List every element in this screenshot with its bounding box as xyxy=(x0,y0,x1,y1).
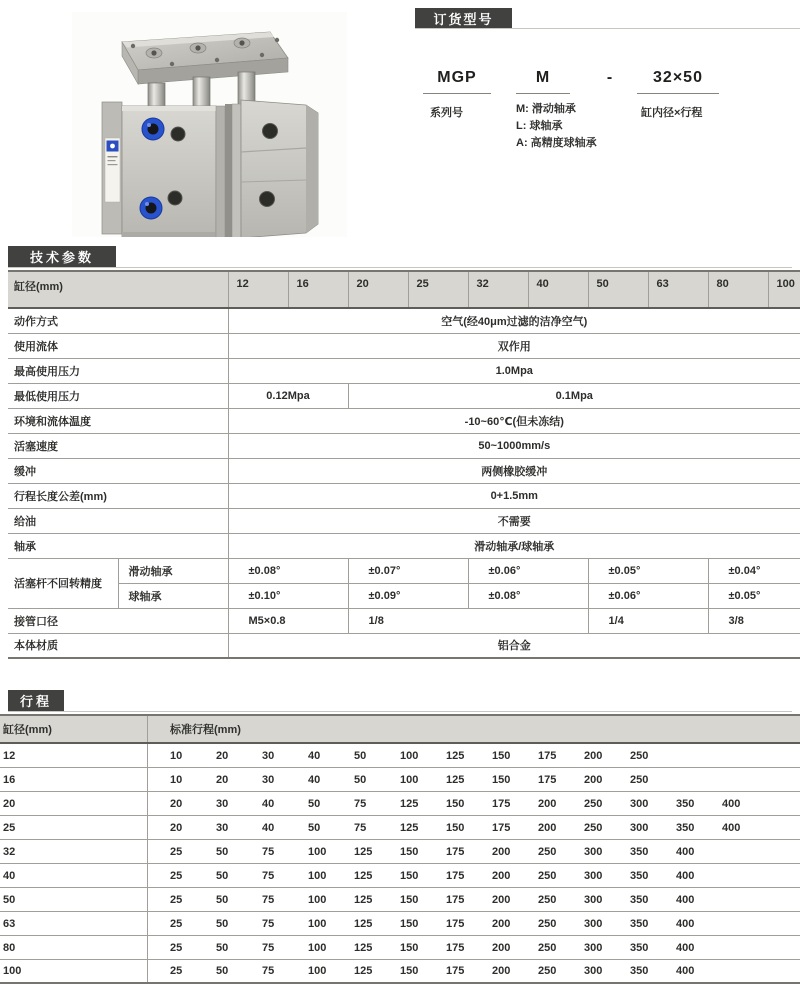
stroke-value: 250 xyxy=(538,893,557,906)
stroke-value: 125 xyxy=(354,893,373,906)
stroke-value: 50 xyxy=(216,965,229,977)
stroke-row xyxy=(0,912,800,936)
divider xyxy=(8,711,792,712)
stroke-value: 25 xyxy=(170,893,183,906)
stroke-row-values xyxy=(148,870,800,882)
tech-cell: 3/8 xyxy=(708,608,800,633)
stroke-row xyxy=(0,888,800,912)
stroke-value: 75 xyxy=(262,845,275,858)
bearing-option: A: 高精度球轴承 xyxy=(516,137,597,149)
tech-cell: 双作用 xyxy=(497,340,531,353)
stroke-value: 175 xyxy=(538,749,557,762)
tech-section-banner: 技术参数 xyxy=(8,246,116,267)
tech-row-label: 活塞杆不回转精度 xyxy=(8,558,118,608)
tech-row-label: 最高使用压力 xyxy=(8,358,228,383)
tech-row-label: 环境和流体温度 xyxy=(8,408,228,433)
stroke-value: 400 xyxy=(676,965,695,977)
stroke-value: 100 xyxy=(308,941,327,954)
stroke-table xyxy=(0,714,800,984)
tech-row xyxy=(8,633,800,658)
stroke-header-row xyxy=(0,714,800,744)
stroke-value: 150 xyxy=(492,749,511,762)
tech-cell: ±0.06° xyxy=(468,558,588,583)
tech-row-label: 最低使用压力 xyxy=(8,383,228,408)
stroke-value: 40 xyxy=(308,749,321,762)
stroke-value: 125 xyxy=(354,965,373,977)
stroke-value: 40 xyxy=(262,797,275,810)
stroke-value: 200 xyxy=(584,749,603,762)
stroke-value: 175 xyxy=(446,941,465,954)
divider xyxy=(415,28,800,29)
stroke-row-bore: 63 xyxy=(0,912,148,935)
stroke-value: 250 xyxy=(584,821,603,834)
stroke-value: 400 xyxy=(676,893,695,906)
tech-header-row xyxy=(8,271,800,308)
stroke-value: 125 xyxy=(400,797,419,810)
tech-row-label: 轴承 xyxy=(8,533,228,558)
tech-header-bore: 63 xyxy=(648,271,708,308)
tech-cell: 0.12Mpa xyxy=(266,389,310,402)
stroke-value: 50 xyxy=(354,773,367,786)
stroke-row-bore: 20 xyxy=(0,792,148,815)
stroke-value: 350 xyxy=(630,893,649,906)
stroke-value: 200 xyxy=(584,773,603,786)
tech-row xyxy=(8,333,800,358)
stroke-value: 400 xyxy=(676,917,695,930)
mounting-hole xyxy=(263,124,278,139)
stroke-value: 150 xyxy=(446,821,465,834)
stroke-value: 200 xyxy=(538,821,557,834)
stroke-header-bore-label: 缸径(mm) xyxy=(0,716,148,742)
stroke-row xyxy=(0,816,800,840)
stroke-value: 125 xyxy=(354,845,373,858)
stroke-value: 200 xyxy=(492,965,511,977)
stroke-value: 25 xyxy=(170,965,183,977)
stroke-value: 25 xyxy=(170,845,183,858)
stroke-value: 50 xyxy=(216,893,229,906)
stroke-value: 400 xyxy=(676,845,695,858)
stroke-row-values xyxy=(148,894,800,906)
series-annotation: 系列号 xyxy=(430,107,463,119)
stroke-value: 50 xyxy=(308,797,321,810)
stroke-value: 350 xyxy=(630,965,649,977)
stroke-value: 250 xyxy=(630,773,649,786)
stroke-value: 250 xyxy=(538,869,557,882)
stroke-value: 10 xyxy=(170,773,183,786)
stroke-value: 75 xyxy=(262,893,275,906)
tech-row-label: 缓冲 xyxy=(8,458,228,483)
stroke-value: 125 xyxy=(354,941,373,954)
stroke-value: 75 xyxy=(262,869,275,882)
stroke-value: 175 xyxy=(446,869,465,882)
tech-row-label: 动作方式 xyxy=(8,308,228,333)
stroke-value: 150 xyxy=(492,773,511,786)
tech-cell: 空气(经40μm过滤的洁净空气) xyxy=(441,315,588,328)
stroke-value: 175 xyxy=(446,917,465,930)
stroke-value: 40 xyxy=(308,773,321,786)
stroke-value: 200 xyxy=(492,893,511,906)
stroke-row xyxy=(0,840,800,864)
bearing-option: L: 球轴承 xyxy=(516,120,563,132)
tech-header-bore: 40 xyxy=(528,271,588,308)
air-fitting-top xyxy=(142,118,164,140)
stroke-value: 25 xyxy=(170,941,183,954)
tech-cell: 铝合金 xyxy=(497,640,531,653)
stroke-value: 20 xyxy=(170,797,183,810)
order-code-bore-stroke: 32×50 xyxy=(637,62,719,94)
stroke-row-values xyxy=(148,965,800,977)
stroke-value: 100 xyxy=(308,965,327,977)
stroke-value: 50 xyxy=(216,917,229,930)
tech-cell: ±0.05° xyxy=(708,583,800,608)
stroke-value: 300 xyxy=(584,869,603,882)
stroke-row-bore: 80 xyxy=(0,936,148,959)
stroke-value: 350 xyxy=(676,821,695,834)
stroke-value: 150 xyxy=(400,965,419,977)
stroke-row-bore: 12 xyxy=(0,744,148,767)
tech-header-bore: 80 xyxy=(708,271,768,308)
stroke-value: 50 xyxy=(354,749,367,762)
stroke-value: 30 xyxy=(262,773,275,786)
mounting-hole xyxy=(168,191,182,205)
tech-cell: ±0.07° xyxy=(348,558,468,583)
stroke-value: 75 xyxy=(354,797,367,810)
stroke-value: 350 xyxy=(630,941,649,954)
stroke-value: 300 xyxy=(584,917,603,930)
stroke-value: 50 xyxy=(216,941,229,954)
stroke-value: 175 xyxy=(446,893,465,906)
stroke-value: 175 xyxy=(492,797,511,810)
stroke-value: 150 xyxy=(400,941,419,954)
stroke-value: 300 xyxy=(584,965,603,977)
stroke-row-bore: 40 xyxy=(0,864,148,887)
stroke-row xyxy=(0,936,800,960)
stroke-value: 175 xyxy=(538,773,557,786)
mounting-hole xyxy=(171,127,185,141)
tech-cell: ±0.06° xyxy=(588,583,708,608)
tech-row xyxy=(8,483,800,508)
tech-header-bore: 20 xyxy=(348,271,408,308)
stroke-value: 100 xyxy=(308,917,327,930)
tech-cell: ±0.09° xyxy=(348,583,468,608)
tech-row xyxy=(8,458,800,483)
tech-row-sublabel: 滑动轴承 xyxy=(118,558,228,583)
stroke-value: 300 xyxy=(630,797,649,810)
stroke-value: 300 xyxy=(630,821,649,834)
bearing-option: M: 滑动轴承 xyxy=(516,103,576,115)
tech-row xyxy=(8,608,800,633)
stroke-value: 175 xyxy=(446,845,465,858)
tech-cell: ±0.05° xyxy=(588,558,708,583)
stroke-value: 40 xyxy=(262,821,275,834)
tech-cell: M5×0.8 xyxy=(248,614,286,627)
stroke-value: 250 xyxy=(630,749,649,762)
stroke-value: 25 xyxy=(170,917,183,930)
brand-label xyxy=(105,138,120,202)
tech-row xyxy=(8,383,800,408)
air-fitting-bottom xyxy=(140,197,162,219)
tech-cell: -10~60℃(但未冻结) xyxy=(464,415,564,428)
stroke-value: 25 xyxy=(170,869,183,882)
tech-row-label: 行程长度公差(mm) xyxy=(8,483,228,508)
stroke-value: 250 xyxy=(538,965,557,977)
tech-cell: ±0.04° xyxy=(708,558,800,583)
stroke-value: 30 xyxy=(216,821,229,834)
stroke-row xyxy=(0,792,800,816)
tech-cell: 1/4 xyxy=(588,608,708,633)
tech-row-label: 接管口径 xyxy=(8,608,228,633)
cylinder-body xyxy=(102,100,318,237)
stroke-value: 150 xyxy=(400,917,419,930)
stroke-value: 350 xyxy=(630,845,649,858)
tech-row xyxy=(8,583,800,608)
tech-row xyxy=(8,358,800,383)
stroke-section-banner: 行程 xyxy=(8,690,64,711)
tech-header-bore: 25 xyxy=(408,271,468,308)
order-code-series: MGP xyxy=(423,62,491,94)
stroke-row-values xyxy=(148,774,800,786)
tech-header-bore: 100 xyxy=(768,271,800,308)
stroke-value: 400 xyxy=(676,941,695,954)
stroke-row xyxy=(0,768,800,792)
stroke-value: 20 xyxy=(170,821,183,834)
tech-cell: 1.0Mpa xyxy=(495,364,533,377)
stroke-value: 175 xyxy=(446,965,465,977)
stroke-row-values xyxy=(148,918,800,930)
stroke-value: 125 xyxy=(446,773,465,786)
stroke-value: 250 xyxy=(538,941,557,954)
tech-row xyxy=(8,433,800,458)
stroke-value: 150 xyxy=(446,797,465,810)
tech-cell: 1/8 xyxy=(348,608,588,633)
bearing-options xyxy=(516,101,597,152)
tech-cell: 0+1.5mm xyxy=(490,489,538,502)
tech-row xyxy=(8,308,800,333)
stroke-value: 175 xyxy=(492,821,511,834)
stroke-row xyxy=(0,864,800,888)
stroke-value: 100 xyxy=(400,749,419,762)
stroke-row-bore: 16 xyxy=(0,768,148,791)
stroke-value: 20 xyxy=(216,749,229,762)
tech-cell: 0.1Mpa xyxy=(348,383,800,408)
divider xyxy=(8,267,792,268)
tech-cell: 50~1000mm/s xyxy=(478,439,551,452)
stroke-row xyxy=(0,744,800,768)
tech-header-bore: 16 xyxy=(288,271,348,308)
stroke-row-bore: 32 xyxy=(0,840,148,863)
stroke-value: 75 xyxy=(354,821,367,834)
stroke-value: 125 xyxy=(446,749,465,762)
stroke-value: 150 xyxy=(400,845,419,858)
stroke-value: 50 xyxy=(216,845,229,858)
tech-params-table xyxy=(8,270,800,659)
stroke-row-values xyxy=(148,798,800,810)
tech-header-bore-label: 缸径(mm) xyxy=(8,271,228,308)
stroke-row-bore: 50 xyxy=(0,888,148,911)
stroke-value: 20 xyxy=(216,773,229,786)
stroke-value: 75 xyxy=(262,917,275,930)
tech-cell: ±0.08° xyxy=(468,583,588,608)
stroke-value: 350 xyxy=(676,797,695,810)
stroke-value: 125 xyxy=(400,821,419,834)
stroke-value: 30 xyxy=(262,749,275,762)
stroke-row-values xyxy=(148,846,800,858)
stroke-value: 200 xyxy=(492,845,511,858)
stroke-value: 50 xyxy=(308,821,321,834)
stroke-value: 250 xyxy=(538,917,557,930)
stroke-value: 100 xyxy=(308,869,327,882)
stroke-value: 350 xyxy=(630,917,649,930)
tech-cell: ±0.08° xyxy=(248,564,281,577)
tech-cell: 两侧橡胶缓冲 xyxy=(481,465,548,478)
stroke-value: 50 xyxy=(216,869,229,882)
stroke-value: 10 xyxy=(170,749,183,762)
order-code-bearing: M xyxy=(516,62,570,94)
stroke-value: 200 xyxy=(492,941,511,954)
stroke-value: 100 xyxy=(400,773,419,786)
stroke-value: 300 xyxy=(584,845,603,858)
tech-cell: ±0.10° xyxy=(248,589,281,602)
stroke-value: 100 xyxy=(308,845,327,858)
tech-row xyxy=(8,408,800,433)
stroke-value: 200 xyxy=(492,917,511,930)
tech-row-label: 使用流体 xyxy=(8,333,228,358)
tech-row-sublabel: 球轴承 xyxy=(118,583,228,608)
stroke-row-bore: 100 xyxy=(0,960,148,982)
stroke-header-stroke-label: 标准行程(mm) xyxy=(170,724,241,736)
order-section-banner: 订货型号 xyxy=(415,8,512,28)
stroke-value: 200 xyxy=(538,797,557,810)
tech-table-head xyxy=(8,271,800,308)
tech-cell: 滑动轴承/球轴承 xyxy=(474,540,555,553)
stroke-value: 400 xyxy=(722,797,741,810)
product-photo xyxy=(72,12,347,237)
stroke-value: 125 xyxy=(354,917,373,930)
stroke-value: 300 xyxy=(584,941,603,954)
tech-row xyxy=(8,558,800,583)
tech-header-bore: 12 xyxy=(228,271,288,308)
stroke-value: 100 xyxy=(308,893,327,906)
stroke-value: 250 xyxy=(584,797,603,810)
stroke-value: 150 xyxy=(400,893,419,906)
tech-header-bore: 32 xyxy=(468,271,528,308)
stroke-value: 350 xyxy=(630,869,649,882)
mounting-hole xyxy=(260,192,275,207)
tech-row xyxy=(8,508,800,533)
tech-table-body xyxy=(8,308,800,658)
tech-row-label: 本体材质 xyxy=(8,633,228,658)
tech-header-bore: 50 xyxy=(588,271,648,308)
stroke-value: 125 xyxy=(354,869,373,882)
stroke-row-values xyxy=(148,942,800,954)
stroke-value: 75 xyxy=(262,941,275,954)
stroke-value: 400 xyxy=(676,869,695,882)
bore-stroke-annotation: 缸内径×行程 xyxy=(641,107,703,119)
stroke-row xyxy=(0,960,800,984)
tech-cell: 不需要 xyxy=(497,515,531,528)
order-code-dash: - xyxy=(606,69,614,86)
stroke-value: 75 xyxy=(262,965,275,977)
stroke-value: 300 xyxy=(584,893,603,906)
stroke-row-values xyxy=(148,750,800,762)
tech-row-label: 活塞速度 xyxy=(8,433,228,458)
stroke-value: 200 xyxy=(492,869,511,882)
stroke-value: 250 xyxy=(538,845,557,858)
stroke-row-bore: 25 xyxy=(0,816,148,839)
stroke-value: 30 xyxy=(216,797,229,810)
tech-row-label: 给油 xyxy=(8,508,228,533)
stroke-value: 150 xyxy=(400,869,419,882)
tech-row xyxy=(8,533,800,558)
stroke-row-values xyxy=(148,822,800,834)
stroke-value: 400 xyxy=(722,821,741,834)
